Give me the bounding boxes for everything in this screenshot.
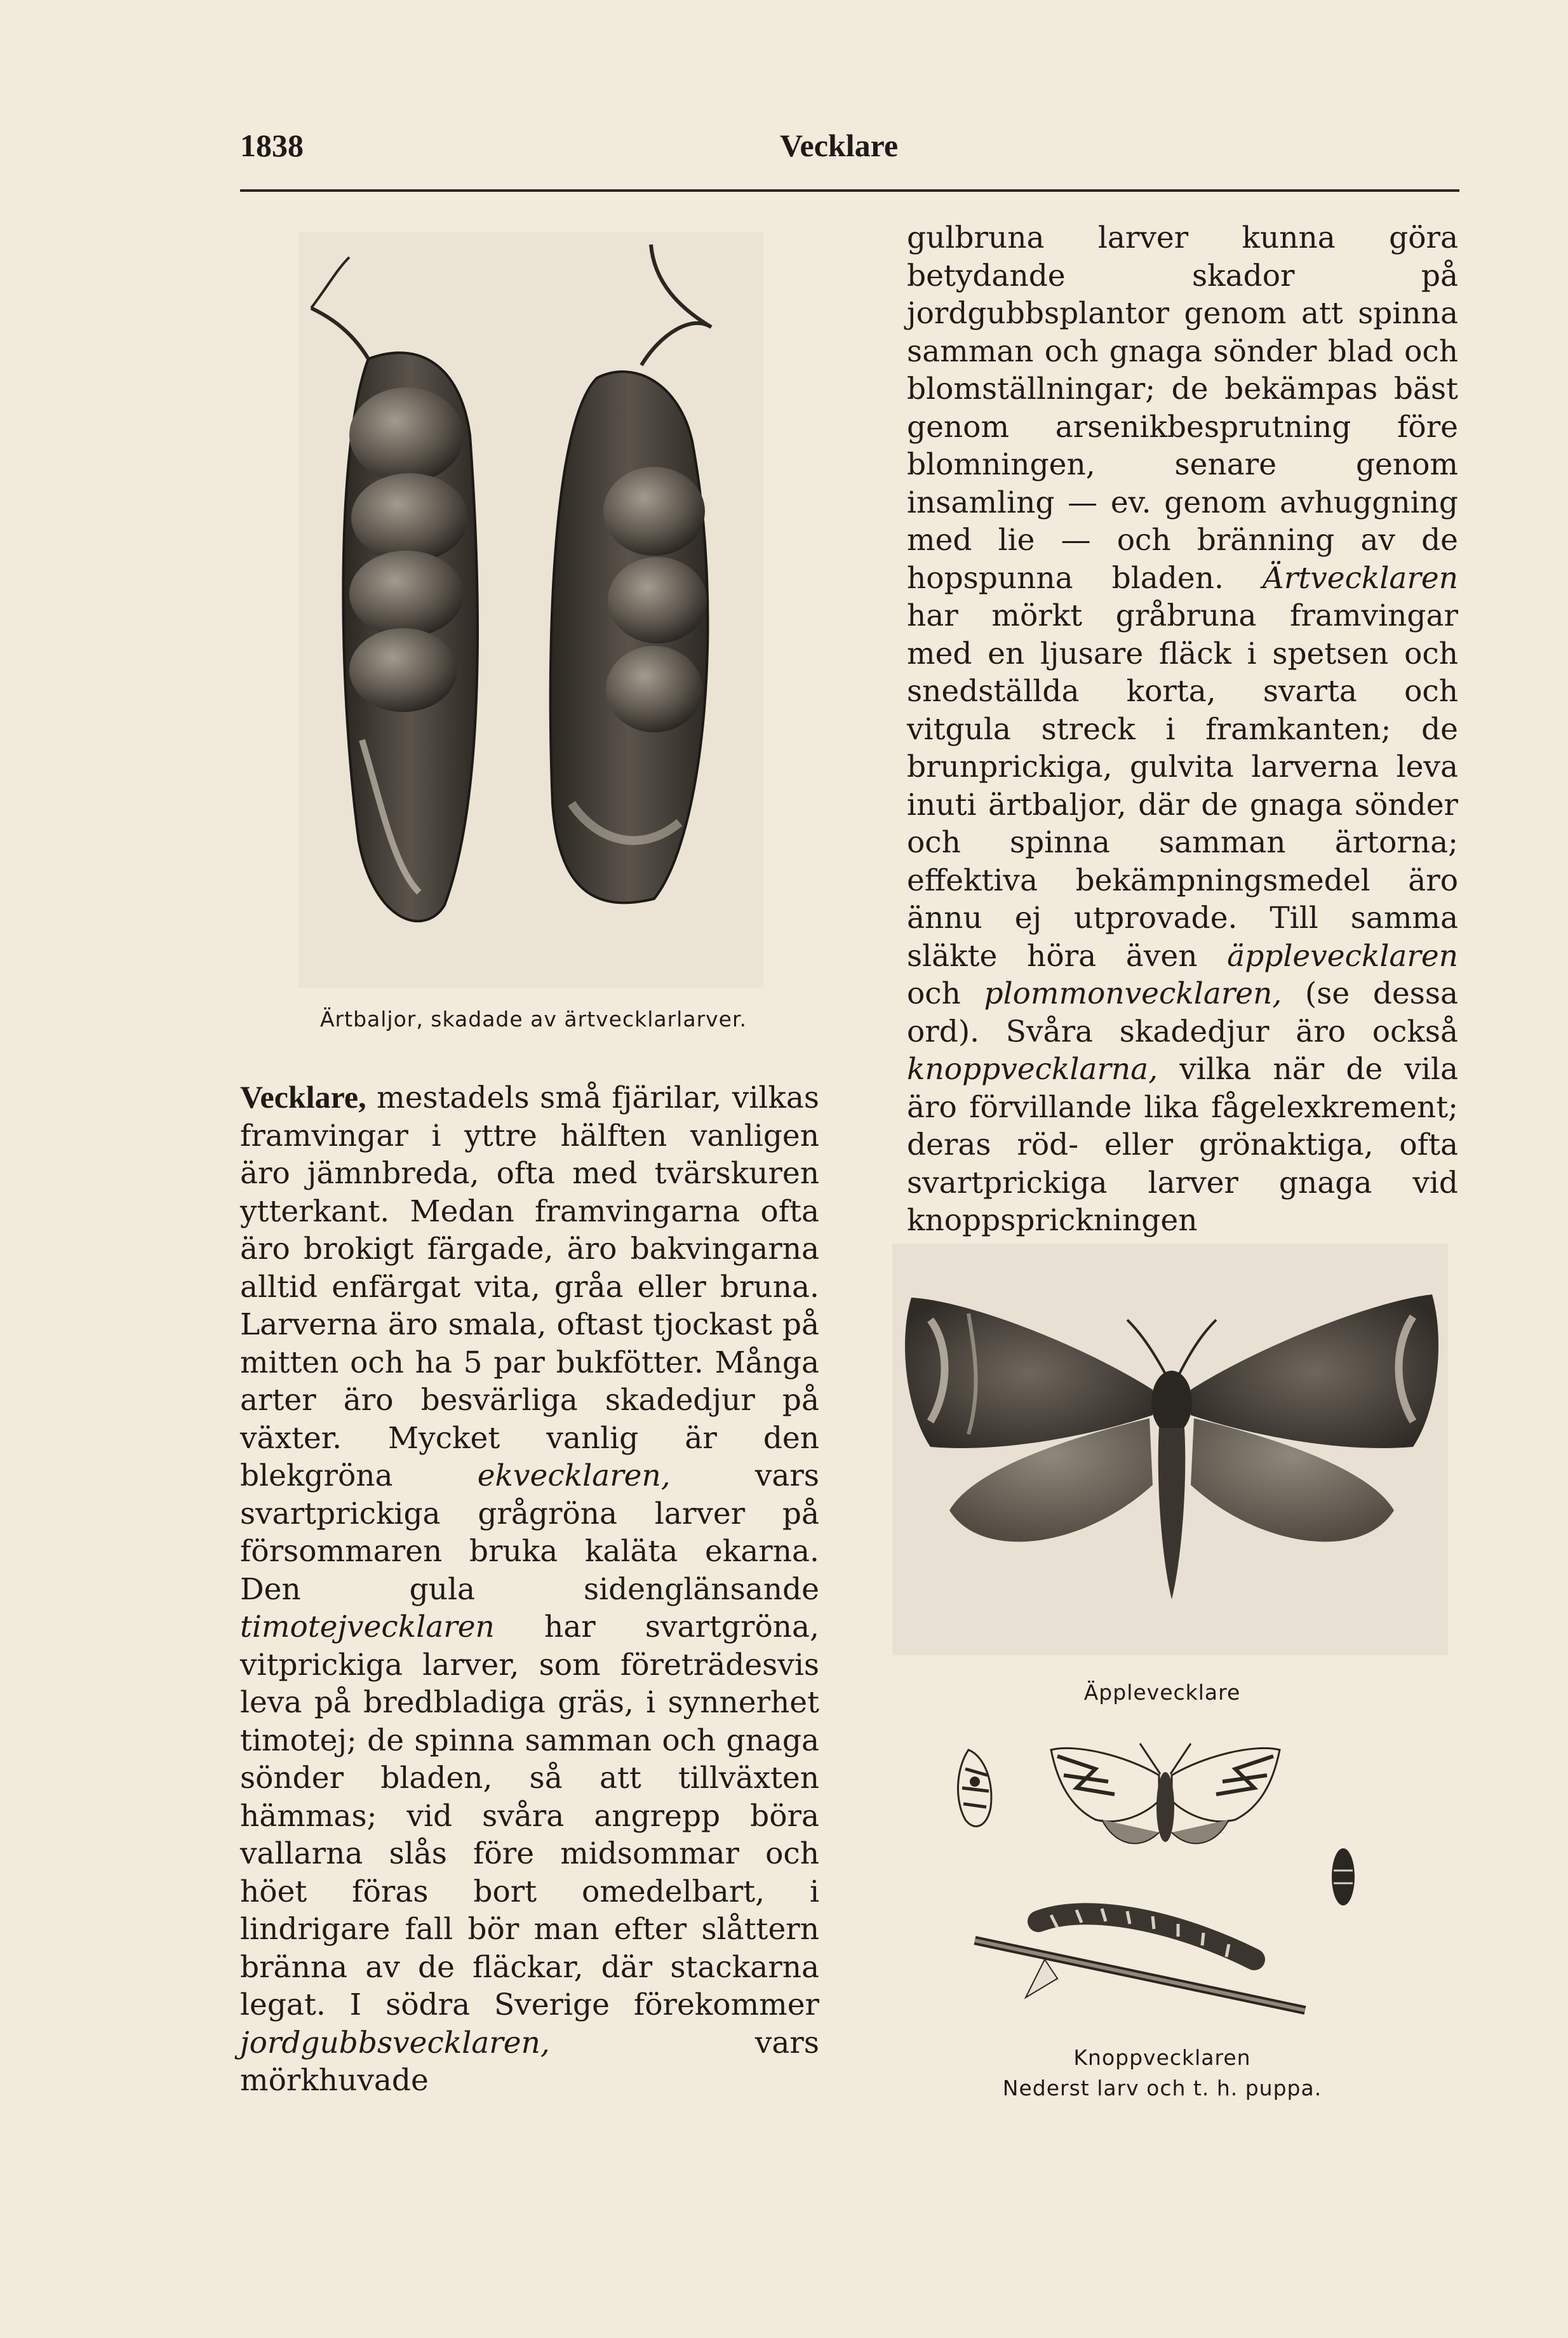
text-run: och: [907, 976, 984, 1011]
article-text-right: [907, 219, 1458, 1240]
text-run: (se dessa ord). Svåra skadedjur äro också: [907, 976, 1458, 1049]
species-term: plommonvecklaren,: [984, 976, 1282, 1011]
bud-moth-caption-title: Knoppvecklaren: [1073, 2045, 1251, 2070]
bud-moth-illustration: [949, 1731, 1369, 2029]
species-term: Ärtvecklaren: [1262, 560, 1458, 596]
article-text-left: [240, 1078, 819, 2100]
apple-moth-photo: [892, 1244, 1448, 1655]
bud-moth-caption-subtitle: Nederst larv och t. h. puppa.: [1002, 2076, 1322, 2100]
species-term: timotejvecklaren: [240, 1609, 495, 1644]
species-term: jordgubbsvecklaren,: [240, 2025, 550, 2060]
pea-pods-photo: [298, 232, 763, 988]
text-run: vilka när de vila äro förvillande lika fågelexkrement; deras röd- eller grönaktiga, ofta svartprickiga larver gnaga vid knoppsprickningen: [907, 1052, 1458, 1238]
running-head: Vecklare: [780, 128, 899, 163]
text-run: har svartgröna, vitprickiga larver, som företrädesvis leva på bredbladiga gräs, i synnerhet timotej; de spinna samman och gnaga sönder bladen, så att tillväxten hämmas; vid svåra angrepp böra vallarna slås före midsommar och höet föras bort omedelbart, i lindrigare fall bör man efter slåttern bränna av de fläckar, där stackarna legat. I södra Sverige förekommer: [240, 1609, 819, 2022]
text-run: mestadels små fjärilar, vilkas framvingar i yttre hälften vanligen äro jämnbreda, ofta med tvärskuren ytterkant. Medan framvingarna ofta äro brokigt färgade, äro bakvingarna alltid enfärgat vita, gråa eller bruna. Larverna äro smala, oftast tjockast på mitten och ha 5 par bukfötter. Många arter äro besvärliga skadedjur på växter. Mycket vanlig är den blekgröna: [240, 1080, 819, 1493]
species-term: knoppvecklarna,: [907, 1052, 1158, 1087]
text-run: vars mörkhuvade: [240, 2025, 819, 2098]
page-number: 1838: [240, 128, 304, 163]
text-run: vars svartprickiga grågröna larver på försommaren bruka kaläta ekarna. Den gula sidenglänsande: [240, 1458, 819, 1607]
apple-moth-caption: Äpplevecklare: [1083, 1680, 1241, 1705]
page-header: [240, 127, 1459, 171]
text-run: har mörkt gråbruna framvingar med en ljusare fläck i spetsen och snedställda korta, svarta och vitgula streck i framkanten; de brunprickiga, gulvita larverna leva inuti ärtbaljor, där de gnaga sönder och spinna samman ärtorna; effektiva bekämpningsmedel äro ännu ej utprovade. Till samma släkte höra även: [907, 598, 1458, 974]
species-term: ekvecklaren,: [477, 1458, 671, 1493]
species-term: äpplevecklaren: [1227, 938, 1458, 974]
entry-headword: Vecklare,: [240, 1079, 366, 1115]
header-rule: [240, 189, 1459, 192]
text-run: gulbruna larver kunna göra betydande skador på jordgubbsplantor genom att spinna samman och gnaga sönder blad och blomställningar; de bekämpas bäst genom arsenikbesprutning före blomningen, senare genom insamling — ev. genom avhuggning med lie — och bränning av de hopspunna bladen.: [907, 220, 1458, 596]
pea-pods-caption: Ärtbaljor, skadade av ärtvecklarlarver.: [319, 1007, 747, 1031]
